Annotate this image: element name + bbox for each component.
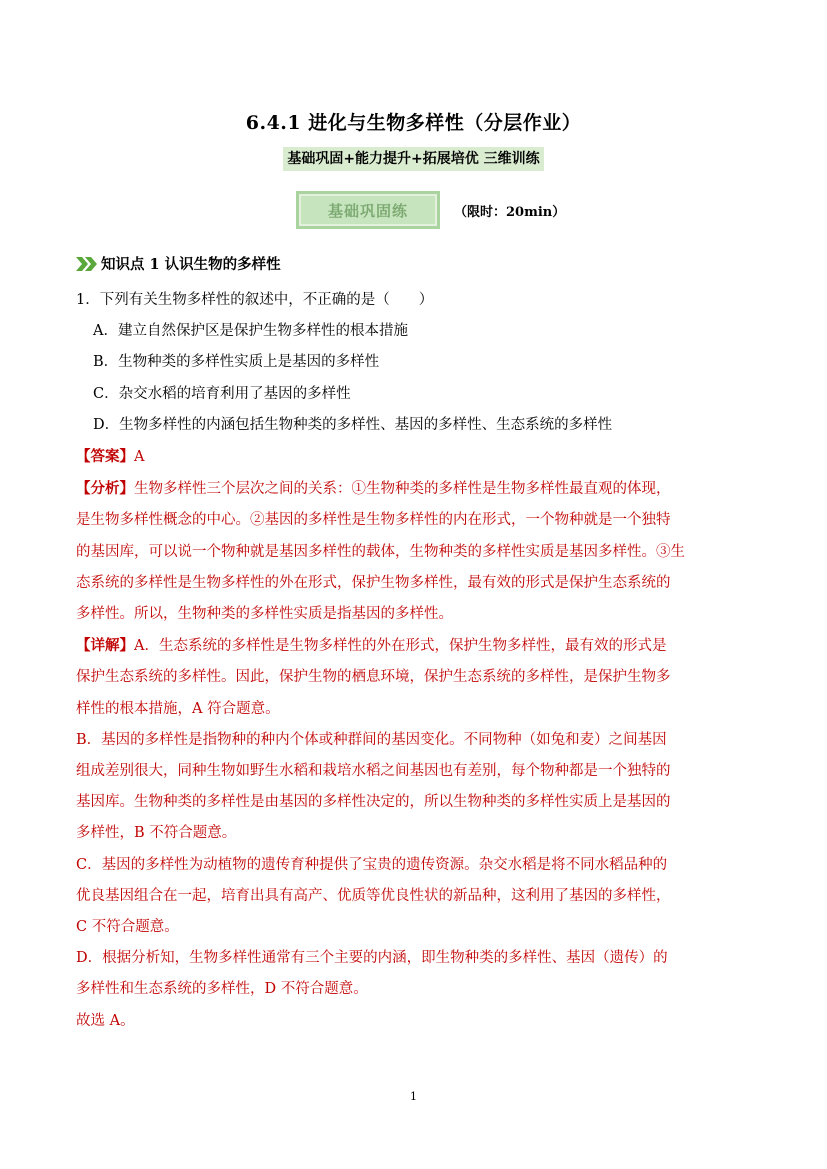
detail-line-7: 多样性，B 不符合题意。 bbox=[76, 825, 237, 842]
analysis-line-4: 态系统的多样性是生物多样性的外在形式，保护生物多样性，最有效的形式是保护生态系统的 bbox=[76, 574, 671, 591]
option-d: D．生物多样性的内涵包括生物种类的多样性、基因的多样性、生态系统的多样性 bbox=[93, 416, 613, 433]
detail-line-8: C．基因的多样性为动植物的遗传育种提供了宝贵的遗传资源。杂交水稻是将不同水稻品种的 bbox=[76, 856, 668, 873]
analysis-line-5: 多样性。所以，生物种类的多样性实质是指基因的多样性。 bbox=[76, 606, 453, 623]
detail-line-2: 保护生态系统的多样性。因此，保护生物的栖息环境，保护生态系统的多样性，是保护生物多 bbox=[76, 669, 671, 686]
detail-tag: 【详解】 bbox=[76, 637, 134, 655]
answer-tag: 【答案】 bbox=[76, 448, 134, 466]
answer-value: A bbox=[134, 449, 145, 466]
option-c: C．杂交水稻的培育利用了基因的多样性 bbox=[93, 385, 351, 402]
analysis-tag: 【分析】 bbox=[76, 480, 134, 498]
answer-line bbox=[76, 441, 756, 473]
detail-line-11: D．根据分析知，生物多样性通常有三个主要的内涵，即生物种类的多样性、基因（遗传）的 bbox=[76, 950, 668, 967]
section-header bbox=[296, 190, 565, 230]
double-chevron-icon bbox=[76, 257, 98, 271]
detail-line-12: 多样性和生态系统的多样性，D 不符合题意。 bbox=[76, 981, 368, 998]
detail-line-1 bbox=[76, 630, 756, 662]
detail-line-5: 组成差别很大，同种生物如野生水稻和栽培水稻之间基因也有差别，每个物种都是一个独特的 bbox=[76, 763, 671, 780]
subtitle: 基础巩固+能力提升+拓展培优 三维训练 bbox=[283, 147, 543, 171]
question-block bbox=[76, 285, 756, 1037]
detail-line-6: 基因库。生物种类的多样性是由基因的多样性决定的，所以生物种类的多样性实质上是基因的 bbox=[76, 794, 671, 811]
knowledge-point-heading bbox=[76, 253, 281, 274]
analysis-text-1: 生物多样性三个层次之间的关系：①生物种类的多样性是生物多样性最直观的体现， bbox=[134, 481, 671, 498]
time-limit: （限时：20min） bbox=[454, 204, 566, 220]
detail-line-10: C 不符合题意。 bbox=[76, 919, 179, 936]
detail-text-1: A．生态系统的多样性是生物多样性的外在形式，保护生物多样性，最有效的形式是 bbox=[134, 638, 667, 655]
option-b: B．生物种类的多样性实质上是基因的多样性 bbox=[93, 354, 380, 371]
section-badge: 基础巩固练 bbox=[296, 191, 440, 229]
analysis-line-3: 的基因库，可以说一个物种就是基因多样性的载体，生物种类的多样性实质是基因多样性。③生 bbox=[76, 543, 685, 560]
question-stem: 1．下列有关生物多样性的叙述中，不正确的是（ ） bbox=[76, 292, 434, 308]
page-number: 1 bbox=[410, 1090, 417, 1103]
analysis-line-1 bbox=[76, 473, 756, 505]
detail-line-9: 优良基因组合在一起，培育出具有高产、优质等优良性状的新品种，这利用了基因的多样性， bbox=[76, 887, 671, 904]
detail-line-4: B．基因的多样性是指物种的种内个体或种群间的基因变化。不同物种（如兔和麦）之间基因 bbox=[76, 731, 667, 748]
subtitle-wrap bbox=[0, 147, 827, 171]
option-a: A．建立自然保护区是保护生物多样性的根本措施 bbox=[93, 323, 408, 340]
analysis-line-2: 是生物多样性概念的中心。②基因的多样性是生物多样性的内在形式，一个物种就是一个独特 bbox=[76, 512, 671, 529]
conclusion: 故选 A。 bbox=[76, 1012, 135, 1029]
detail-line-3: 样性的根本措施，A 符合题意。 bbox=[76, 700, 280, 717]
knowledge-point-label: 知识点 1 认识生物的多样性 bbox=[101, 256, 281, 273]
page-title: 6.4.1 进化与生物多样性（分层作业） bbox=[245, 112, 582, 134]
